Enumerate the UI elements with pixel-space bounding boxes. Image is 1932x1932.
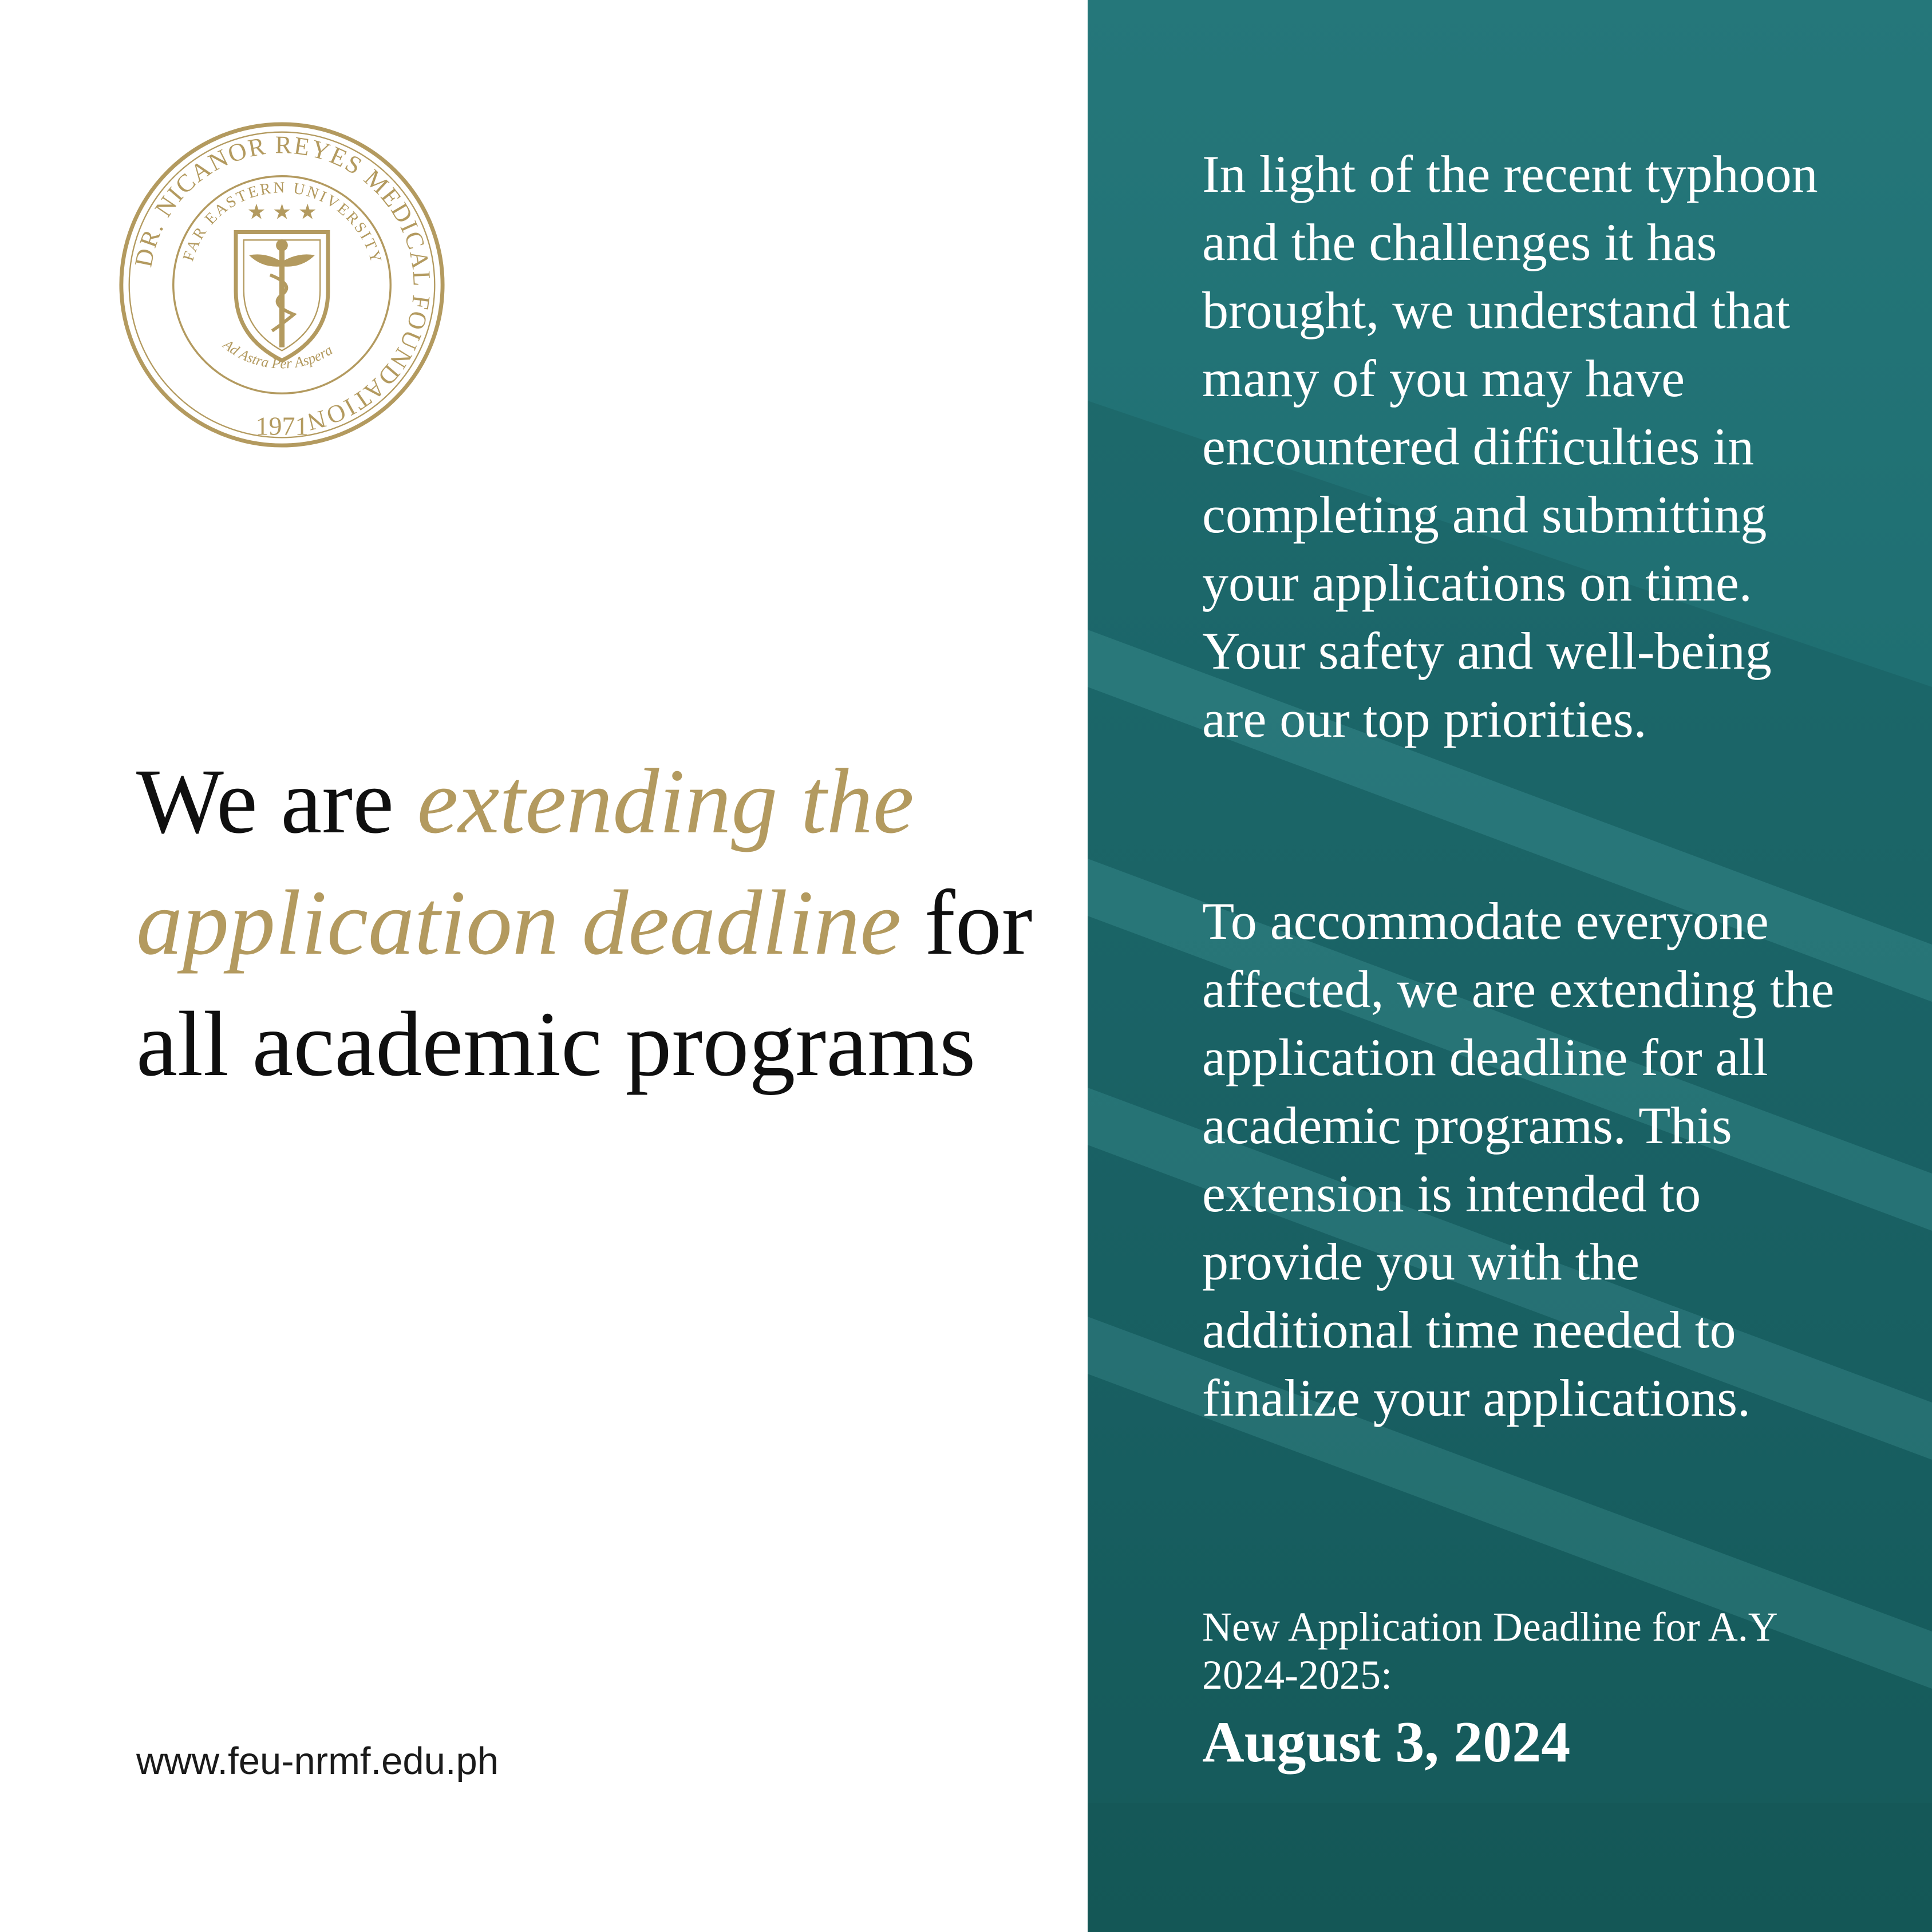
university-seal-icon	[117, 120, 447, 449]
svg-text:Ad Astra Per Aspera: Ad Astra Per Aspera	[220, 336, 335, 372]
headline-accent: extending the application deadline	[136, 750, 914, 974]
headline-part1: We are	[136, 750, 417, 853]
headline-part2: for all academic programs	[136, 872, 1033, 1096]
deadline-label: New Application Deadline for A.Y 2024-2025:	[1202, 1604, 1777, 1698]
announcement-paragraph-1: In light of the recent typhoon and the challenges it has brought, we understand that many of you may have encountered difficulties in completing and submitting your applications on time. Your safety and well-being are our top priorities.	[1202, 145, 1818, 748]
headline	[136, 741, 1052, 1105]
announcement-paragraph-2: To accommodate everyone affected, we are extending the application deadline for all academic programs. This extension is intended to provide you with the additional time needed to finalize your applications.	[1202, 892, 1835, 1427]
svg-text:★ ★ ★: ★ ★ ★	[247, 199, 317, 224]
deadline-date: August 3, 2024	[1202, 1710, 1571, 1775]
svg-text:DR. NICANOR REYES MEDICAL FOUN: DR. NICANOR REYES MEDICAL FOUNDATION	[129, 131, 436, 436]
svg-text:FAR EASTERN UNIVERSITY: FAR EASTERN UNIVERSITY	[179, 178, 386, 267]
svg-text:1971: 1971	[255, 411, 309, 441]
website-url: www.feu-nrmf.edu.ph	[136, 1740, 499, 1783]
